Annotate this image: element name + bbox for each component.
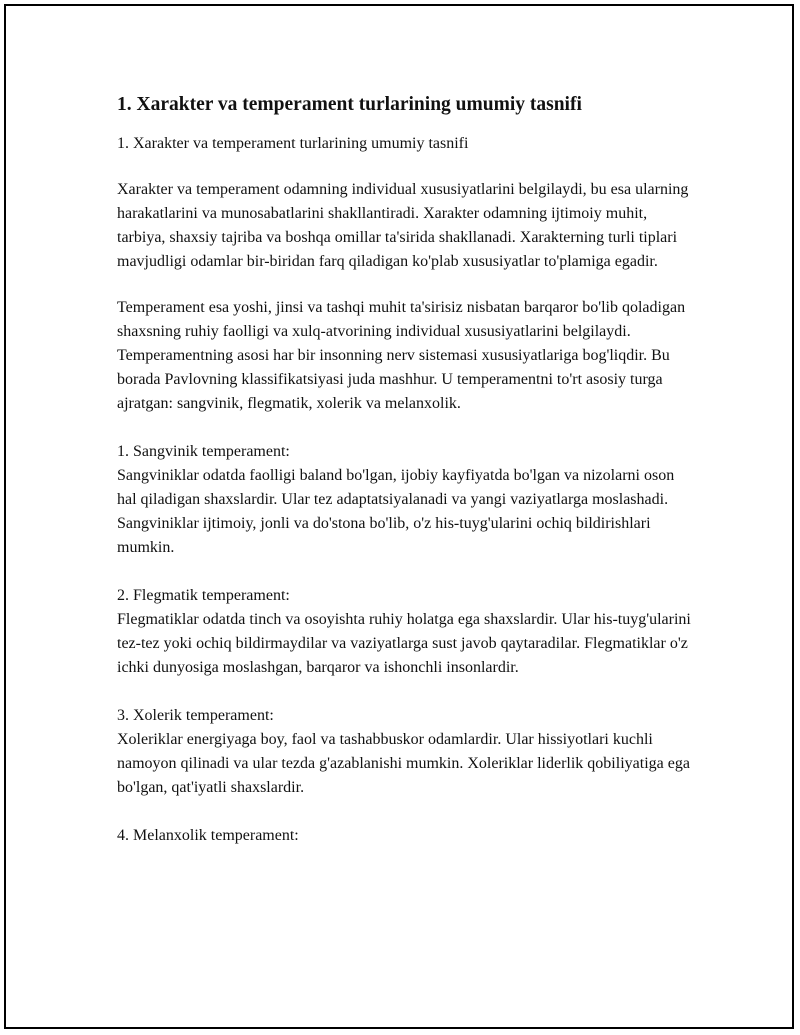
section-melanxolik: [117, 824, 697, 848]
section-flegmatik: [117, 584, 697, 680]
section-body: Sangviniklar odatda faolligi baland bo'lgan, ijobiy kayfiyatda bo'lgan va nizolarni oson hal qiladigan shaxslardir. Ular tez adaptatsiyalanadi va yangi vaziyatlarga moslashadi. Sangviniklar ijtimoiy, jonli va do'stona bo'lib, o'z his-tuyg'ularini ochiq bildirishlari mumkin.: [117, 467, 675, 556]
section-xolerik: [117, 704, 697, 800]
section-sangvinik: [117, 440, 697, 560]
section-heading: 1. Sangvinik temperament:: [117, 443, 290, 460]
document-content: [117, 92, 697, 848]
section-heading: 3. Xolerik temperament:: [117, 707, 274, 724]
section-body: Xoleriklar energiyaga boy, faol va tashabbuskor odamlardir. Ular hissiyotlari kuchli namoyon qilinadi va ular tezda g'azablanishi mumkin. Xoleriklar liderlik qobiliyatiga ega bo'lgan, qat'iyatli shaxslardir.: [117, 731, 690, 796]
section-heading: 4. Melanxolik temperament:: [117, 827, 299, 844]
section-heading: 2. Flegmatik temperament:: [117, 587, 290, 604]
document-title: 1. Xarakter va temperament turlarining umumiy tasnifi: [117, 94, 582, 115]
document-subtitle: 1. Xarakter va temperament turlarining umumiy tasnifi: [117, 135, 469, 152]
intro-paragraph-temperament: Temperament esa yoshi, jinsi va tashqi muhit ta'sirisiz nisbatan barqaror bo'lib qoladigan shaxsning ruhiy faolligi va xulq-atvorining individual xususiyatlarini belgilaydi. Temperamentning asosi har bir insonning nerv sistemasi xususiyatlariga bog'liqdir. Bu borada Pavlovning klassifikatsiyasi juda mashhur. U temperamentni to'rt asosiy turga ajratgan: sangvinik, flegmatik, xolerik va melanxolik.: [117, 299, 686, 412]
intro-paragraph-character: Xarakter va temperament odamning individual xususiyatlarini belgilaydi, bu esa ularning harakatlarini va munosabatlarini shakllantiradi. Xarakter odamning ijtimoiy muhit, tarbiya, shaxsiy tajriba va boshqa omillar ta'sirida shakllanadi. Xarakterning turli tiplari mavjudligi odamlar bir-biridan farq qiladigan ko'plab xususiyatlar to'plamiga egadir.: [117, 181, 689, 270]
section-body: Flegmatiklar odatda tinch va osoyishta ruhiy holatga ega shaxslardir. Ular his-tuyg'ularini tez-tez yoki ochiq bildirmaydilar va vaziyatlarga sust javob qaytaradilar. Flegmatiklar o'z ichki dunyosiga moslashgan, barqaror va ishonchli insonlardir.: [117, 611, 691, 676]
